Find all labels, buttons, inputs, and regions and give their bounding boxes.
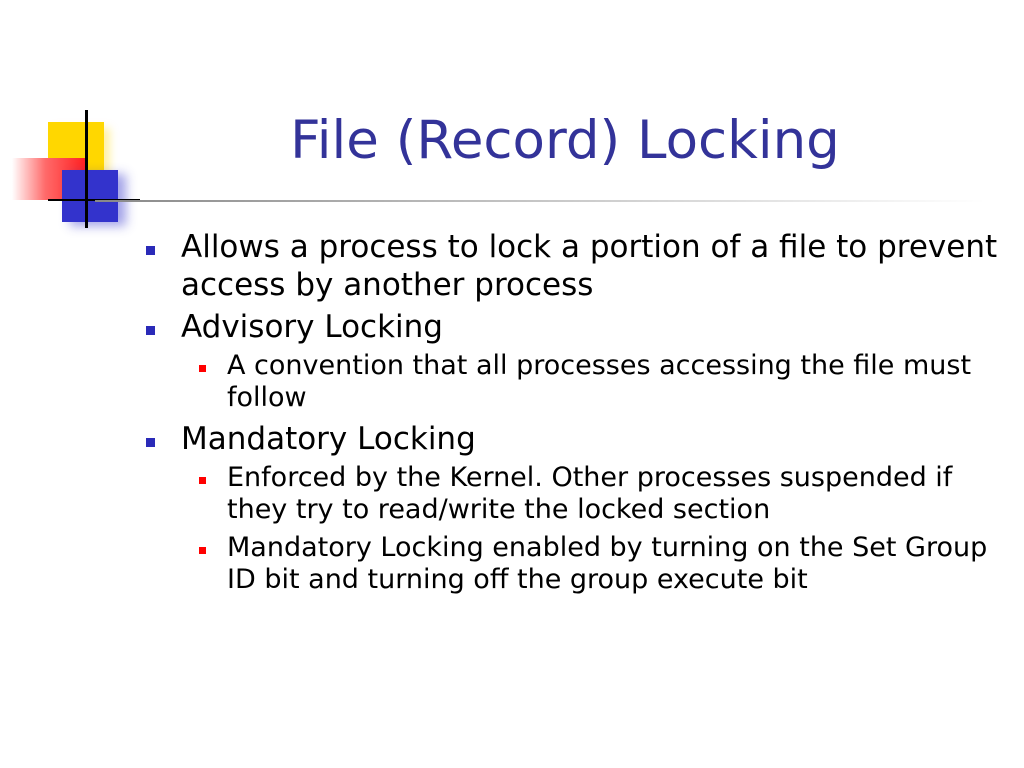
bullet-text: Allows a process to lock a portion of a file to prevent access by another process [181,229,998,303]
square-bullet-icon [146,438,155,447]
square-sub-bullet-icon [199,477,206,484]
bullet-item [140,308,1000,346]
bullet-item [140,228,1000,304]
bullet-text: Mandatory Locking [181,421,476,457]
square-bullet-icon [146,326,155,335]
sub-bullet-item [181,532,1000,596]
square-bullet-icon [146,246,155,255]
vertical-line-decoration [85,110,88,228]
sub-bullet-item [181,350,1000,414]
square-sub-bullet-icon [199,547,206,554]
slide-body [140,228,1000,602]
sub-bullet-text: Mandatory Locking enabled by turning on the Set Group ID bit and turning off the group execute bit [227,532,988,595]
sub-bullet-text: Enforced by the Kernel. Other processes suspended if they try to read/write the locked section [227,462,953,525]
bullet-text: Advisory Locking [181,309,443,345]
sub-bullet-item [181,462,1000,526]
square-sub-bullet-icon [199,365,206,372]
bullet-item [140,420,1000,458]
template-logo-graphic [0,0,160,240]
title-underline-rule [95,200,985,202]
slide-title: File (Record) Locking [290,110,840,171]
sub-bullet-text: A convention that all processes accessing the file must follow [227,350,972,413]
blue-square-decoration [62,170,118,222]
